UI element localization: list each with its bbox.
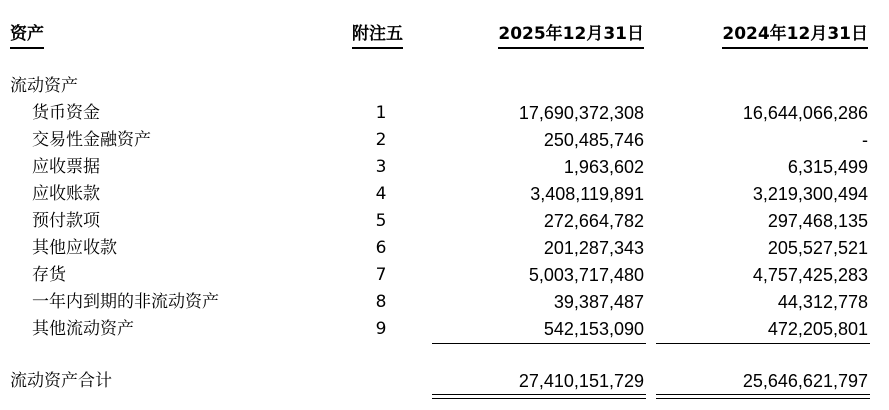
row-value-2025: 17,690,372,308 bbox=[518, 103, 644, 123]
row-value-2025: 250,485,746 bbox=[543, 130, 644, 150]
row-value-2024: 472,205,801 bbox=[767, 319, 868, 339]
row-value-2024: - bbox=[862, 130, 868, 150]
row-note: 9 bbox=[375, 319, 387, 339]
row-note: 8 bbox=[375, 292, 387, 312]
subtotal-rule-2025 bbox=[432, 343, 646, 344]
total-double-rule-2025 bbox=[432, 394, 646, 399]
row-value-2025: 3,408,119,891 bbox=[530, 184, 644, 204]
row-label: 预付款项 bbox=[32, 211, 100, 231]
total-double-rule-2024 bbox=[656, 394, 870, 399]
row-value-2024: 205,527,521 bbox=[767, 238, 868, 258]
total-label: 流动资产合计 bbox=[10, 371, 112, 391]
row-value-2024: 6,315,499 bbox=[787, 157, 868, 177]
row-value-2025: 1,963,602 bbox=[563, 157, 644, 177]
row-label: 一年内到期的非流动资产 bbox=[32, 292, 219, 312]
table-row bbox=[0, 181, 889, 208]
row-label: 交易性金融资产 bbox=[32, 130, 151, 150]
row-value-2024: 297,468,135 bbox=[767, 211, 868, 231]
header-2024: 2024年12月31日 bbox=[722, 21, 868, 49]
section-row bbox=[0, 73, 889, 100]
table-row bbox=[0, 100, 889, 127]
total-value-2024: 25,646,621,797 bbox=[742, 371, 868, 391]
row-value-2024: 3,219,300,494 bbox=[752, 184, 868, 204]
row-note: 7 bbox=[375, 265, 387, 285]
table-row bbox=[0, 208, 889, 235]
row-note: 5 bbox=[375, 211, 387, 231]
row-value-2025: 542,153,090 bbox=[543, 319, 644, 339]
table-row bbox=[0, 235, 889, 262]
row-value-2025: 39,387,487 bbox=[553, 292, 644, 312]
row-value-2025: 5,003,717,480 bbox=[528, 265, 644, 285]
row-value-2025: 272,664,782 bbox=[543, 211, 644, 231]
table-row bbox=[0, 127, 889, 154]
total-value-2025: 27,410,151,729 bbox=[518, 371, 644, 391]
row-note: 1 bbox=[375, 103, 387, 123]
table-row bbox=[0, 289, 889, 316]
row-note: 6 bbox=[375, 238, 387, 258]
header-note: 附注五 bbox=[352, 21, 403, 49]
header-assets: 资产 bbox=[10, 21, 44, 49]
row-label: 存货 bbox=[32, 265, 66, 285]
row-note: 2 bbox=[375, 130, 387, 150]
table-row bbox=[0, 262, 889, 289]
table-row bbox=[0, 154, 889, 181]
row-note: 4 bbox=[375, 184, 387, 204]
row-label: 其他流动资产 bbox=[32, 319, 134, 339]
row-value-2025: 201,287,343 bbox=[543, 238, 644, 258]
row-value-2024: 16,644,066,286 bbox=[742, 103, 868, 123]
row-label: 应收账款 bbox=[32, 184, 100, 204]
row-label: 应收票据 bbox=[32, 157, 100, 177]
section-title: 流动资产 bbox=[10, 76, 78, 96]
subtotal-rule-2024 bbox=[656, 343, 870, 344]
row-value-2024: 44,312,778 bbox=[777, 292, 868, 312]
row-label: 其他应收款 bbox=[32, 238, 117, 258]
row-note: 3 bbox=[375, 157, 387, 177]
row-value-2024: 4,757,425,283 bbox=[752, 265, 868, 285]
row-label: 货币资金 bbox=[32, 103, 100, 123]
table-row bbox=[0, 316, 889, 343]
header-2025: 2025年12月31日 bbox=[498, 21, 644, 49]
total-row bbox=[0, 368, 889, 395]
